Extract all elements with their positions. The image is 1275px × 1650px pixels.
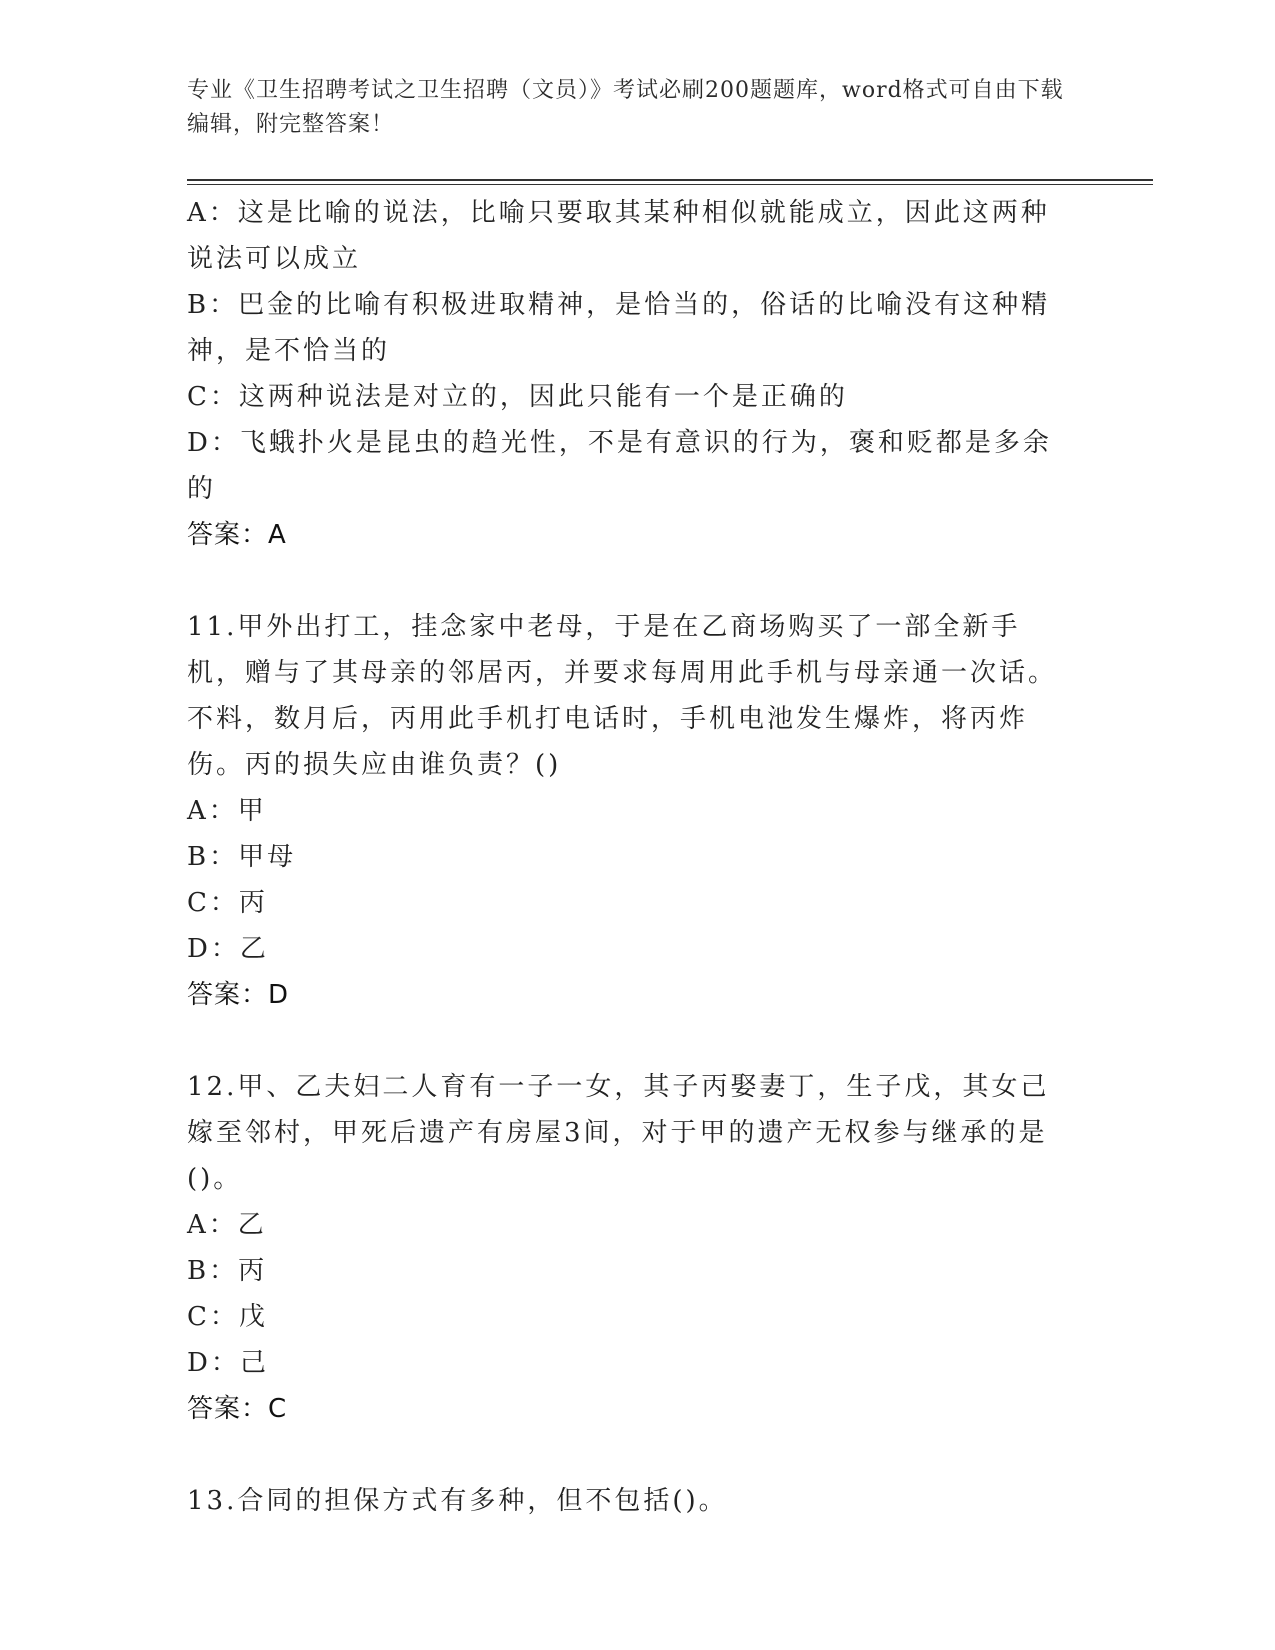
option-a: A：这是比喻的说法，比喻只要取其某种相似就能成立，因此这两种说法可以成立 [187, 198, 1050, 274]
header-divider-thick [187, 179, 1153, 181]
answer: 答案：A [187, 520, 287, 550]
option-c: C：丙 [187, 888, 268, 918]
header-divider-thin [187, 184, 1153, 185]
option-b: B：甲母 [187, 842, 297, 872]
spacer [187, 1432, 1067, 1478]
document-header: 专业《卫生招聘考试之卫生招聘（文员）》考试必刷200题题库，word格式可自由下载编辑，附完整答案！ [187, 78, 1064, 137]
question-11 [187, 604, 1067, 1018]
question-stem: 11.甲外出打工，挂念家中老母，于是在乙商场购买了一部全新手机，赠与了其母亲的邻居丙，并要求每周用此手机与母亲通一次话。不料，数月后，丙用此手机打电话时，手机电池发生爆炸，将丙炸伤。丙的损失应由谁负责？() [187, 612, 1058, 780]
question-list [187, 190, 1067, 1524]
question-12 [187, 1064, 1067, 1432]
document-page [187, 0, 1147, 1650]
question-13 [187, 1478, 1067, 1524]
option-b: B：巴金的比喻有积极进取精神，是恰当的，俗话的比喻没有这种精神，是不恰当的 [187, 290, 1051, 366]
option-d: D：乙 [187, 934, 269, 964]
answer: 答案：D [187, 980, 290, 1010]
question-stem: 12.甲、乙夫妇二人育有一子一女，其子丙娶妻丁，生子戊，其女己嫁至邻村，甲死后遗产有房屋3间，对于甲的遗产无权参与继承的是()。 [187, 1072, 1050, 1194]
option-d: D：飞蛾扑火是昆虫的趋光性，不是有意识的行为，褒和贬都是多余的 [187, 428, 1052, 504]
option-d: D：己 [187, 1348, 269, 1378]
option-a: A：甲 [187, 796, 267, 826]
option-c: C：这两种说法是对立的，因此只能有一个是正确的 [187, 382, 848, 412]
spacer [187, 1018, 1067, 1064]
question-10 [187, 190, 1067, 558]
spacer [187, 558, 1067, 604]
option-c: C：戊 [187, 1302, 268, 1332]
question-stem: 13.合同的担保方式有多种，但不包括()。 [187, 1486, 728, 1516]
answer: 答案：C [187, 1394, 288, 1424]
option-b: B：丙 [187, 1256, 268, 1286]
option-a: A：乙 [187, 1210, 267, 1240]
